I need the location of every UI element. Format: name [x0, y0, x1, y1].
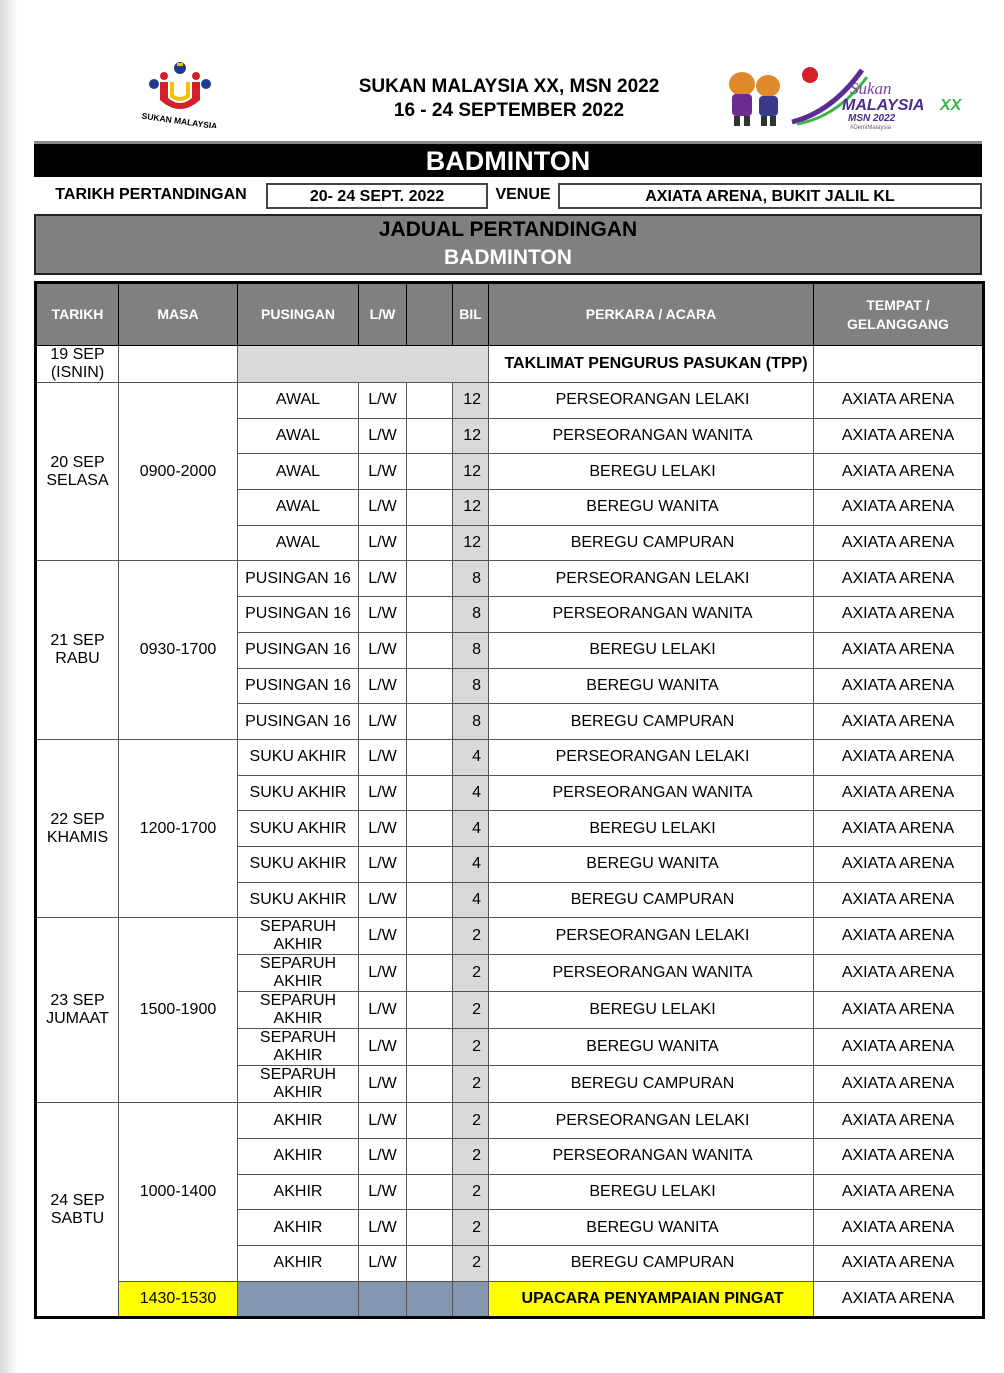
lw-cell: L/W [359, 418, 407, 454]
tpp-masa [119, 346, 238, 383]
tempat-cell: AXIATA ARENA [814, 811, 984, 847]
tpp-row [36, 346, 984, 383]
blank-cell [407, 1174, 453, 1210]
lw-cell: L/W [359, 383, 407, 419]
tempat-cell: AXIATA ARENA [814, 775, 984, 811]
bil-cell: 2 [453, 992, 489, 1029]
acara-cell: BEREGU CAMPURAN [489, 525, 814, 561]
lw-cell: L/W [359, 1210, 407, 1246]
acara-cell: BEREGU CAMPURAN [489, 1066, 814, 1103]
tarikh-value: 20- 24 SEPT. 2022 [266, 183, 488, 209]
bil-cell: 4 [453, 739, 489, 775]
bil-cell: 12 [453, 454, 489, 490]
tempat-cell: AXIATA ARENA [814, 992, 984, 1029]
col-bil: BIL [453, 283, 489, 346]
pusingan-cell: AKHIR [238, 1139, 359, 1175]
tempat-cell: AXIATA ARENA [814, 955, 984, 992]
day-tarikh: 20 SEP SELASA [36, 383, 119, 561]
blank-cell [407, 811, 453, 847]
col-pusingan: PUSINGAN [238, 283, 359, 346]
tempat-cell: AXIATA ARENA [814, 704, 984, 740]
pusingan-cell: AKHIR [238, 1246, 359, 1282]
svg-text:MSN 2022: MSN 2022 [848, 113, 896, 124]
acara-cell: BEREGU LELAKI [489, 1174, 814, 1210]
ceremony-blank [453, 1281, 489, 1318]
pusingan-cell: AWAL [238, 418, 359, 454]
acara-cell: BEREGU WANITA [489, 846, 814, 882]
day-tarikh: 24 SEP SABTU [36, 1103, 119, 1318]
lw-cell: L/W [359, 632, 407, 668]
lw-cell: L/W [359, 561, 407, 597]
acara-cell: BEREGU LELAKI [489, 811, 814, 847]
tempat-cell: AXIATA ARENA [814, 1103, 984, 1139]
msn-2022-logo [722, 62, 984, 132]
venue-value: AXIATA ARENA, BUKIT JALIL KL [558, 183, 982, 209]
left-logo-text: SUKAN MALAYSIA [141, 110, 219, 128]
pusingan-cell: AKHIR [238, 1103, 359, 1139]
lw-cell: L/W [359, 775, 407, 811]
acara-cell: PERSEORANGAN LELAKI [489, 739, 814, 775]
blank-cell [407, 882, 453, 918]
tempat-cell: AXIATA ARENA [814, 561, 984, 597]
blank-cell [407, 1066, 453, 1103]
day-tarikh: 23 SEP JUMAAT [36, 918, 119, 1103]
blank-cell [407, 525, 453, 561]
bil-cell: 12 [453, 383, 489, 419]
acara-cell: PERSEORANGAN WANITA [489, 775, 814, 811]
lw-cell: L/W [359, 992, 407, 1029]
tpp-tempat [814, 346, 984, 383]
acara-cell: PERSEORANGAN LELAKI [489, 1103, 814, 1139]
bil-cell: 2 [453, 1139, 489, 1175]
tempat-cell: AXIATA ARENA [814, 454, 984, 490]
blank-cell [407, 1246, 453, 1282]
tempat-cell: AXIATA ARENA [814, 383, 984, 419]
day-tarikh: 22 SEP KHAMIS [36, 739, 119, 917]
tarikh-label: TARIKH PERTANDINGAN [55, 186, 247, 203]
tempat-cell: AXIATA ARENA [814, 1210, 984, 1246]
venue-label: VENUE [495, 186, 551, 203]
pusingan-cell: PUSINGAN 16 [238, 668, 359, 704]
acara-cell: BEREGU CAMPURAN [489, 704, 814, 740]
acara-cell: PERSEORANGAN WANITA [489, 418, 814, 454]
acara-cell: BEREGU LELAKI [489, 632, 814, 668]
acara-cell: BEREGU WANITA [489, 1210, 814, 1246]
acara-cell: PERSEORANGAN WANITA [489, 597, 814, 633]
tempat-cell: AXIATA ARENA [814, 1139, 984, 1175]
bil-cell: 2 [453, 1210, 489, 1246]
pusingan-cell: SUKU AKHIR [238, 775, 359, 811]
acara-cell: PERSEORANGAN WANITA [489, 1139, 814, 1175]
bil-cell: 2 [453, 918, 489, 955]
pusingan-cell: AWAL [238, 525, 359, 561]
pusingan-cell: SEPARUH AKHIR [238, 955, 359, 992]
tempat-cell: AXIATA ARENA [814, 918, 984, 955]
lw-cell: L/W [359, 490, 407, 526]
bil-cell: 12 [453, 490, 489, 526]
blank-cell [407, 668, 453, 704]
table-row [36, 1103, 984, 1139]
lw-cell: L/W [359, 1174, 407, 1210]
tempat-cell: AXIATA ARENA [814, 846, 984, 882]
pusingan-cell: SUKU AKHIR [238, 811, 359, 847]
svg-text:MALAYSIA: MALAYSIA [842, 97, 925, 114]
bil-cell: 4 [453, 775, 489, 811]
acara-cell: BEREGU WANITA [489, 1029, 814, 1066]
lw-cell: L/W [359, 918, 407, 955]
lw-cell: L/W [359, 846, 407, 882]
lw-cell: L/W [359, 597, 407, 633]
bil-cell: 8 [453, 668, 489, 704]
blank-cell [407, 418, 453, 454]
blank-cell [407, 739, 453, 775]
pusingan-cell: PUSINGAN 16 [238, 704, 359, 740]
bil-cell: 12 [453, 418, 489, 454]
tpp-blank [238, 346, 489, 383]
col-blank [407, 283, 453, 346]
bil-cell: 8 [453, 597, 489, 633]
acara-cell: BEREGU CAMPURAN [489, 1246, 814, 1282]
sukan-malaysia-logo [140, 58, 220, 128]
lw-cell: L/W [359, 955, 407, 992]
mascot-icon [729, 72, 780, 126]
col-tempat: TEMPAT / GELANGGANG [814, 283, 984, 346]
pusingan-cell: SUKU AKHIR [238, 739, 359, 775]
bil-cell: 12 [453, 525, 489, 561]
day-masa: 0930-1700 [119, 561, 238, 739]
blank-cell [407, 632, 453, 668]
ceremony-acara: UPACARA PENYAMPAIAN PINGAT [489, 1281, 814, 1318]
blank-cell [407, 775, 453, 811]
pusingan-cell: AWAL [238, 383, 359, 419]
blank-cell [407, 383, 453, 419]
pusingan-cell: SEPARUH AKHIR [238, 992, 359, 1029]
blank-cell [407, 955, 453, 992]
pusingan-cell: AWAL [238, 454, 359, 490]
acara-cell: BEREGU LELAKI [489, 992, 814, 1029]
tempat-cell: AXIATA ARENA [814, 418, 984, 454]
blank-cell [407, 992, 453, 1029]
acara-cell: PERSEORANGAN WANITA [489, 955, 814, 992]
table-row [36, 561, 984, 597]
pusingan-cell: PUSINGAN 16 [238, 632, 359, 668]
lw-cell: L/W [359, 1139, 407, 1175]
pusingan-cell: PUSINGAN 16 [238, 561, 359, 597]
ceremony-tempat: AXIATA ARENA [814, 1281, 984, 1318]
svg-text:Sukan: Sukan [850, 79, 892, 98]
blank-cell [407, 1029, 453, 1066]
lw-cell: L/W [359, 525, 407, 561]
tempat-cell: AXIATA ARENA [814, 668, 984, 704]
pusingan-cell: PUSINGAN 16 [238, 597, 359, 633]
blank-cell [407, 490, 453, 526]
schedule-heading-line2: BADMINTON [444, 246, 572, 269]
day-masa: 1200-1700 [119, 739, 238, 917]
day-masa: 1000-1400 [119, 1103, 238, 1281]
schedule-heading-line1: JADUAL PERTANDINGAN [378, 218, 638, 241]
table-row [36, 739, 984, 775]
tempat-cell: AXIATA ARENA [814, 1174, 984, 1210]
blank-cell [407, 454, 453, 490]
lw-cell: L/W [359, 1103, 407, 1139]
acara-cell: BEREGU WANITA [489, 490, 814, 526]
bil-cell: 2 [453, 1174, 489, 1210]
table-row [36, 383, 984, 419]
lw-cell: L/W [359, 454, 407, 490]
bil-cell: 2 [453, 1103, 489, 1139]
ceremony-blank [238, 1281, 359, 1318]
tempat-cell: AXIATA ARENA [814, 1066, 984, 1103]
ceremony-blank [359, 1281, 407, 1318]
tempat-cell: AXIATA ARENA [814, 882, 984, 918]
event-title: SUKAN MALAYSIA XX, MSN 2022 [358, 76, 660, 97]
acara-cell: PERSEORANGAN LELAKI [489, 383, 814, 419]
bil-cell: 2 [453, 1066, 489, 1103]
ceremony-masa: 1430-1530 [119, 1281, 238, 1318]
blank-cell [407, 1103, 453, 1139]
lw-cell: L/W [359, 1066, 407, 1103]
tempat-cell: AXIATA ARENA [814, 597, 984, 633]
table-row [36, 918, 984, 955]
lw-cell: L/W [359, 882, 407, 918]
pusingan-cell: SUKU AKHIR [238, 846, 359, 882]
blank-cell [407, 704, 453, 740]
blank-cell [407, 561, 453, 597]
blank-cell [407, 846, 453, 882]
tempat-cell: AXIATA ARENA [814, 632, 984, 668]
bil-cell: 2 [453, 1029, 489, 1066]
svg-text:#DemiMalaysia: #DemiMalaysia [850, 125, 892, 131]
bil-cell: 2 [453, 955, 489, 992]
tempat-cell: AXIATA ARENA [814, 525, 984, 561]
schedule-heading [34, 214, 982, 275]
pusingan-cell: AKHIR [238, 1174, 359, 1210]
col-acara: PERKARA / ACARA [489, 283, 814, 346]
col-lw: L/W [359, 283, 407, 346]
blank-cell [407, 918, 453, 955]
table-header-row [36, 283, 984, 346]
bil-cell: 8 [453, 704, 489, 740]
page-edge-shadow [0, 0, 18, 1373]
ceremony-blank [407, 1281, 453, 1318]
schedule-table [34, 281, 985, 1319]
bil-cell: 4 [453, 846, 489, 882]
bil-cell: 4 [453, 811, 489, 847]
bil-cell: 2 [453, 1246, 489, 1282]
event-dates: 16 - 24 SEPTEMBER 2022 [393, 100, 625, 121]
bil-cell: 4 [453, 882, 489, 918]
tempat-cell: AXIATA ARENA [814, 1029, 984, 1066]
tempat-cell: AXIATA ARENA [814, 1246, 984, 1282]
lw-cell: L/W [359, 668, 407, 704]
tpp-tarikh: 19 SEP (ISNIN) [36, 346, 119, 383]
blank-cell [407, 1139, 453, 1175]
day-masa: 1500-1900 [119, 918, 238, 1103]
acara-cell: BEREGU WANITA [489, 668, 814, 704]
blank-cell [407, 1210, 453, 1246]
day-tarikh: 21 SEP RABU [36, 561, 119, 739]
acara-cell: PERSEORANGAN LELAKI [489, 918, 814, 955]
bil-cell: 8 [453, 561, 489, 597]
pusingan-cell: AKHIR [238, 1210, 359, 1246]
acara-cell: BEREGU LELAKI [489, 454, 814, 490]
pusingan-cell: SUKU AKHIR [238, 882, 359, 918]
tempat-cell: AXIATA ARENA [814, 739, 984, 775]
acara-cell: BEREGU CAMPURAN [489, 882, 814, 918]
tpp-acara: TAKLIMAT PENGURUS PASUKAN (TPP) [489, 346, 814, 383]
sport-banner: BADMINTON [34, 141, 982, 177]
lw-cell: L/W [359, 739, 407, 775]
lw-cell: L/W [359, 1246, 407, 1282]
pusingan-cell: SEPARUH AKHIR [238, 1029, 359, 1066]
col-tarikh: TARIKH [36, 283, 119, 346]
pusingan-cell: SEPARUH AKHIR [238, 918, 359, 955]
ceremony-row [36, 1281, 984, 1318]
acara-cell: PERSEORANGAN LELAKI [489, 561, 814, 597]
lw-cell: L/W [359, 1029, 407, 1066]
bil-cell: 8 [453, 632, 489, 668]
svg-text:XX: XX [940, 97, 962, 114]
col-masa: MASA [119, 283, 238, 346]
day-masa: 0900-2000 [119, 383, 238, 561]
lw-cell: L/W [359, 811, 407, 847]
tempat-cell: AXIATA ARENA [814, 490, 984, 526]
pusingan-cell: SEPARUH AKHIR [238, 1066, 359, 1103]
blank-cell [407, 597, 453, 633]
pusingan-cell: AWAL [238, 490, 359, 526]
lw-cell: L/W [359, 704, 407, 740]
